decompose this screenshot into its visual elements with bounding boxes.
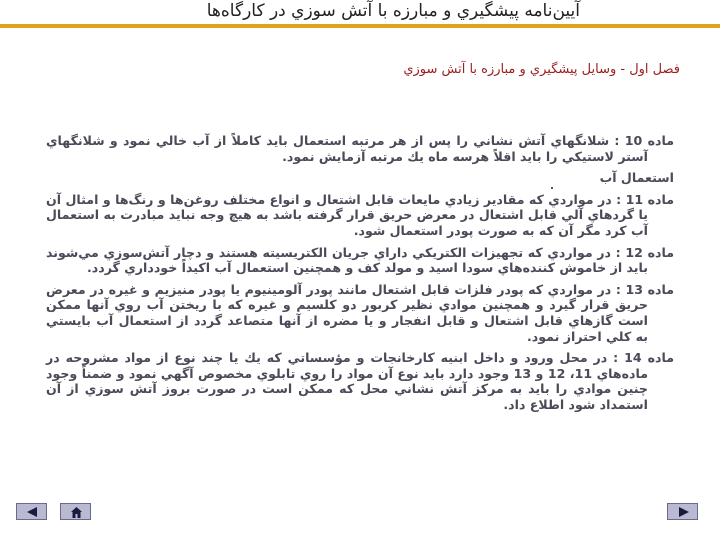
arrow-right-icon bbox=[668, 504, 699, 521]
title-divider bbox=[0, 24, 720, 28]
article-14: ماده 14 : در محل ورود و داخل ابنيه كارخانجات و مؤسساتي كه يك يا چند نوع از مواد مشروحه در ماده‌هاي 11، 12 و 13 وجود دارد بايد نوع آن مواد را روي تابلوي مخصوص آگهي نمود و ضمناً وجود چنين موادي را بايد به مركز آتش نشاني محل كه ممكن است در صورت بروز آتش سوزي از آن استمداد شود اطلاع داد. bbox=[46, 350, 674, 412]
page-title: آيين‌نامه پيشگيري و مبارزه با آتش سوزي در كارگاه‌ها bbox=[206, 1, 580, 21]
subheading-water-use: استعمال آب bbox=[599, 170, 674, 186]
arrow-left-icon bbox=[17, 504, 48, 521]
home-button[interactable] bbox=[60, 503, 91, 520]
article-12: ماده 12 : در مواردي كه تجهيزات الكتريكي داراي جريان الكتريسيته هستند و دچار آتش‌سوزي مي‌شوند بايد از خاموش كننده‌هاي سودا اسيد و مولد كف و همچنين استعمال آب اكيداً خودداري گردد. bbox=[46, 244, 674, 276]
article-11: ماده 11 : در مواردي كه مقادير زيادي مايعات قابل اشتعال و انواع مختلف روغن‌ها و رنگ‌ها و امثال آن يا گردهاي آلي قابل اشتعال در معرض حريق قرار گرفته باشد به هيچ وجه نبايد مبادرت به استعمال آب كرد مگر آن كه به صورت پودر استعمال شود. bbox=[46, 191, 674, 238]
article-10: ماده 10 : شلانگهاي آتش نشاني را پس از هر مرتبه استعمال بايد كاملاً از آب خالي نمود و شلانگهاي آستر لاستيكي را بايد اقلاً هرسه ماه يك مرتبه آزمايش نمود. bbox=[46, 133, 674, 164]
home-icon bbox=[61, 504, 92, 521]
article-13: ماده 13 : در مواردي كه پودر فلزات قابل اشتعال مانند پودر آلومينيوم يا پودر منيزيم و غيره در معرض حريق قرار گيرد و همچنين موادي نظير كربور دو كلسيم و غيره كه با ريختن آب روي آنها ممكن است گازهاي قابل اشتعال و قابل انفجار و يا مضره از آنها متصاعد گردد از استعمال آب بايستي به كلي احتراز نمود. bbox=[46, 281, 674, 344]
chapter-heading: فصل اول - وسايل پيشگيري و مبارزه با آتش سوزي bbox=[403, 62, 680, 77]
previous-slide-button[interactable] bbox=[16, 503, 47, 520]
title-bar bbox=[0, 0, 720, 26]
next-slide-button[interactable] bbox=[667, 503, 698, 520]
article-list bbox=[46, 133, 674, 419]
